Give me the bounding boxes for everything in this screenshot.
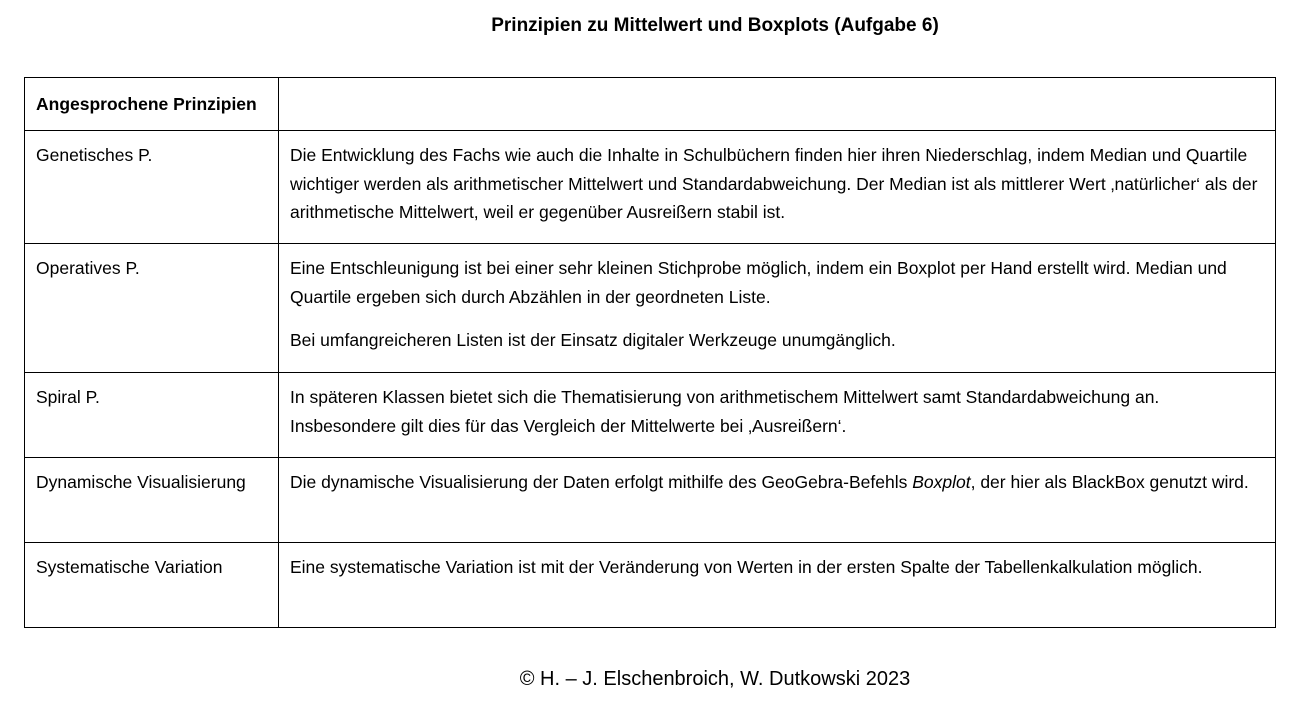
- principle-name: Dynamische Visualisierung: [25, 458, 279, 543]
- table-row-variation: [25, 543, 1276, 628]
- description-paragraph: [290, 468, 1265, 497]
- table-header-row: [25, 78, 1276, 131]
- principles-table: [24, 77, 1276, 628]
- principle-description: [279, 244, 1276, 373]
- description-text: Die dynamische Visualisierung der Daten erfolgt mithilfe des GeoGebra-Befehls: [290, 472, 913, 492]
- document-title: Prinzipien zu Mittelwert und Boxplots (Aufgabe 6): [491, 15, 939, 36]
- header-cell-principles: Angesprochene Prinzipien: [25, 78, 279, 131]
- principle-description: [279, 373, 1276, 458]
- principle-name: Operatives P.: [25, 244, 279, 373]
- principle-description: [279, 543, 1276, 628]
- table-row-spiral: [25, 373, 1276, 458]
- description-text: , der hier als BlackBox genutzt wird.: [970, 472, 1249, 492]
- command-name: Boxplot: [912, 472, 971, 492]
- table-row-operativ: [25, 244, 1276, 373]
- principle-description: [279, 131, 1276, 244]
- description-paragraph: Eine Entschleunigung ist bei einer sehr kleinen Stichprobe möglich, indem ein Boxplot per Hand erstellt wird. Median und Quartile ergeben sich durch Abzählen in der geordneten Liste.: [290, 258, 1227, 307]
- copyright-footer: © H. – J. Elschenbroich, W. Dutkowski 2023: [519, 668, 911, 690]
- principle-name: Genetisches P.: [25, 131, 279, 244]
- description-paragraph: Bei umfangreicheren Listen ist der Einsatz digitaler Werkzeuge unumgänglich.: [290, 330, 896, 350]
- table-row-genetisch: [25, 131, 1276, 244]
- principle-name: Systematische Variation: [25, 543, 279, 628]
- table-row-visualisierung: [25, 458, 1276, 543]
- description-paragraph: Eine systematische Variation ist mit der Veränderung von Werten in der ersten Spalte der Tabellenkalkulation möglich.: [290, 557, 1203, 577]
- description-paragraph: Die Entwicklung des Fachs wie auch die Inhalte in Schulbüchern finden hier ihren Niederschlag, indem Median und Quartile wichtiger werden als arithmetischer Mittelwert und Standardabweichung. Der Median ist als mittlerer Wert ‚natürlicher‘ als der arithmetische Mittelwert, weil er gegenüber Ausreißern stabil ist.: [290, 145, 1258, 222]
- header-cell-description: [279, 78, 1276, 131]
- description-paragraph: In späteren Klassen bietet sich die Thematisierung von arithmetischem Mittelwert samt Standardabweichung an. Insbesondere gilt dies für das Vergleich der Mittelwerte bei ‚Ausreißern‘.: [290, 387, 1160, 436]
- principle-description: [279, 458, 1276, 543]
- principle-name: Spiral P.: [25, 373, 279, 458]
